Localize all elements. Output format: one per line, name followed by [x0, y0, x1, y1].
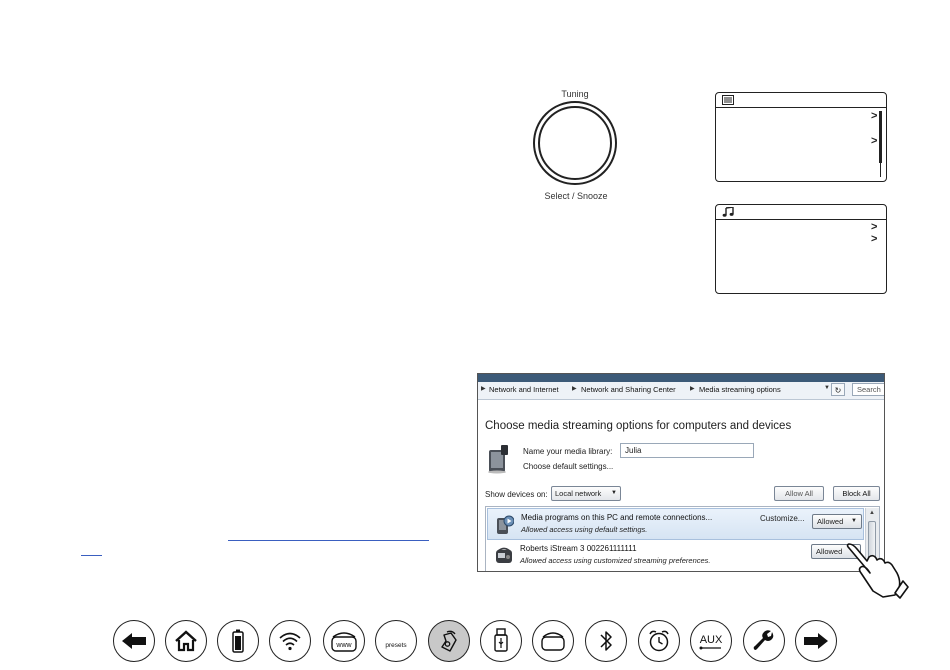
wifi-button[interactable] — [269, 620, 311, 662]
aux-icon — [696, 629, 726, 653]
tuning-knob-inner — [538, 106, 612, 180]
aux-button[interactable] — [690, 620, 732, 662]
show-devices-value: Local network — [555, 489, 602, 498]
tuning-label: Tuning — [561, 89, 589, 99]
media-library-icon — [487, 444, 509, 474]
block-all-button[interactable]: Block All — [833, 486, 880, 501]
radio-device-icon — [495, 545, 513, 565]
display-header — [716, 93, 886, 108]
home-icon — [174, 630, 198, 652]
pointing-hand-icon — [843, 543, 909, 599]
customize-link[interactable]: Customize... — [760, 514, 805, 523]
device-title: Media programs on this PC and remote connections... — [521, 513, 713, 522]
forward-arrow-icon — [803, 632, 829, 650]
refresh-icon: ↻ — [834, 386, 842, 395]
window-titlebar — [478, 374, 884, 382]
allow-all-button[interactable]: Allow All — [774, 486, 824, 501]
select-snooze-label: Select / Snooze — [544, 191, 608, 201]
link-underline-1[interactable] — [228, 540, 429, 541]
device-permission-value: Allowed — [816, 547, 843, 556]
settings-button[interactable] — [743, 620, 785, 662]
chevron-right-icon: > — [871, 233, 878, 245]
usb-icon — [494, 628, 508, 654]
radio-display-menu — [715, 92, 887, 182]
bluetooth-icon — [599, 629, 613, 653]
address-dropdown-icon[interactable]: ▼ — [824, 385, 830, 391]
breadcrumb-sharing-center[interactable]: Network and Sharing Center — [581, 385, 676, 394]
www-label: www — [336, 642, 352, 649]
show-devices-label: Show devices on: — [485, 490, 548, 499]
breadcrumb-network-internet[interactable]: Network and Internet — [489, 385, 559, 394]
device-permission-value: Allowed — [817, 517, 844, 526]
chevron-down-icon: ▼ — [851, 518, 857, 524]
device-subtitle: Allowed access using customized streaming preferences. — [520, 556, 711, 565]
list-item[interactable] — [487, 541, 864, 571]
scroll-up-icon[interactable]: ▲ — [869, 510, 875, 516]
wifi-icon — [278, 631, 302, 651]
device-subtitle: Allowed access using default settings. — [521, 525, 648, 534]
radio-display-music — [715, 204, 887, 294]
music-note-icon — [722, 207, 734, 217]
scrollbar-thumb — [879, 111, 882, 163]
internet-radio-icon — [330, 629, 358, 653]
media-streaming-window — [477, 373, 885, 572]
media-programs-icon — [496, 515, 514, 535]
presets-button[interactable] — [375, 620, 417, 662]
page-title: Choose media streaming options for computers and devices — [485, 420, 792, 432]
fm-radio-icon — [540, 630, 566, 652]
presets-icon — [381, 631, 411, 651]
chevron-right-icon: > — [871, 135, 878, 147]
choose-default-settings-link[interactable]: Choose default settings... — [523, 462, 614, 471]
breadcrumb-arrow-icon: ▶ — [690, 386, 695, 392]
bluetooth-button[interactable] — [585, 620, 627, 662]
library-name-label: Name your media library: — [523, 447, 613, 456]
list-item[interactable] — [487, 508, 864, 540]
show-devices-select[interactable] — [551, 486, 621, 501]
forward-button[interactable] — [795, 620, 837, 662]
chevron-right-icon: > — [871, 221, 878, 233]
alarm-button[interactable] — [638, 620, 680, 662]
back-arrow-icon — [121, 632, 147, 650]
menu-icon — [722, 95, 734, 105]
device-list — [485, 506, 880, 572]
presets-label: presets — [385, 642, 407, 649]
back-button[interactable] — [113, 620, 155, 662]
search-input[interactable]: Search — [852, 383, 885, 396]
usb-button[interactable] — [480, 620, 522, 662]
link-underline-2[interactable] — [81, 555, 102, 556]
chevron-down-icon: ▼ — [611, 490, 617, 496]
battery-button[interactable] — [217, 620, 259, 662]
music-player-icon — [438, 629, 460, 653]
device-title: Roberts iStream 3 002261111111 — [520, 544, 637, 553]
address-bar[interactable] — [478, 382, 884, 400]
display-header — [716, 205, 886, 220]
device-permission-select[interactable] — [812, 514, 862, 529]
alarm-clock-icon — [647, 629, 671, 653]
wrench-icon — [752, 629, 776, 653]
music-player-button[interactable] — [428, 620, 470, 662]
library-name-input[interactable]: Julia — [620, 443, 754, 458]
breadcrumb-arrow-icon: ▶ — [481, 386, 486, 392]
chevron-right-icon: > — [871, 110, 878, 122]
breadcrumb-arrow-icon: ▶ — [572, 386, 577, 392]
breadcrumb-media-streaming[interactable]: Media streaming options — [699, 385, 781, 394]
fm-radio-button[interactable] — [532, 620, 574, 662]
home-button[interactable] — [165, 620, 207, 662]
battery-icon — [232, 629, 244, 653]
refresh-button[interactable] — [831, 383, 845, 396]
internet-radio-button[interactable] — [323, 620, 365, 662]
aux-label: AUX — [699, 634, 723, 646]
